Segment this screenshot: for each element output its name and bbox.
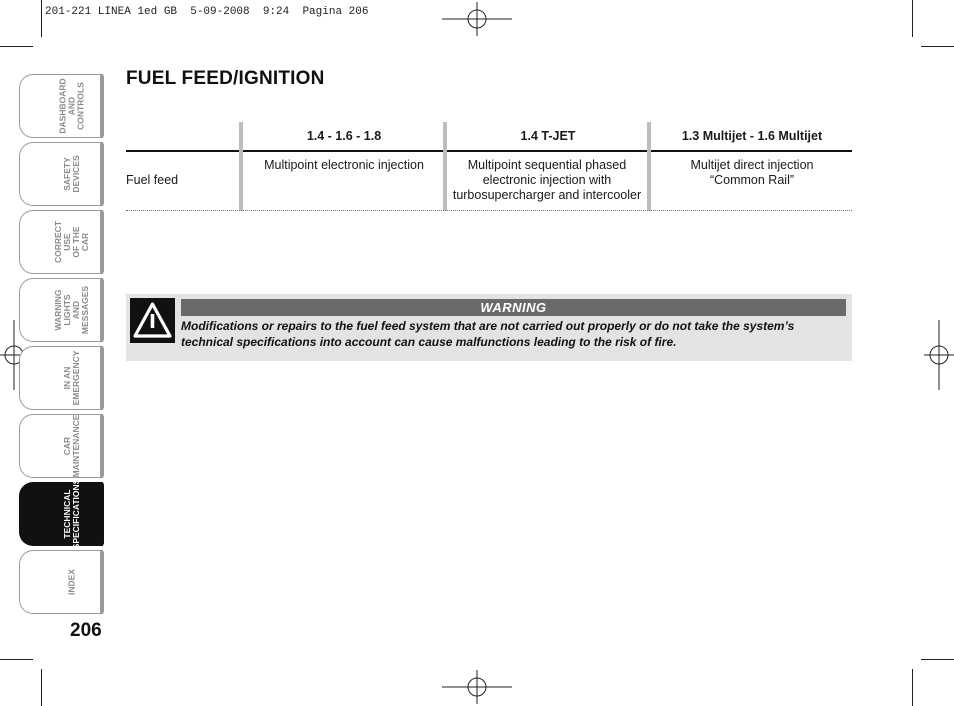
- crop-mark: [912, 669, 913, 706]
- tab-index[interactable]: [19, 550, 103, 614]
- tab-label: TECHNICAL SPECIFICATIONS: [62, 478, 81, 550]
- page-title: FUEL FEED/IGNITION: [126, 68, 325, 89]
- registration-mark-icon: [442, 670, 512, 704]
- table-header-rule: [126, 150, 852, 152]
- tab-dashboard-and-controls[interactable]: [19, 74, 103, 138]
- column-separator: [647, 122, 651, 211]
- table-header-empty: [126, 122, 240, 150]
- crop-mark: [0, 46, 33, 47]
- crop-mark: [41, 0, 42, 37]
- warning-text: Modifications or repairs to the fuel feed system that are not carried out properly or do not take the system’s technical specifications into account can cause malfunctions leading to the risk of fire.: [181, 319, 795, 349]
- tab-label: DASHBOARD AND CONTROLS: [57, 78, 86, 134]
- tab-in-an-emergency[interactable]: [19, 346, 103, 410]
- table-header-2: 1.4 T-JET: [520, 129, 576, 143]
- crop-mark: [921, 659, 954, 660]
- registration-mark-icon: [924, 320, 954, 390]
- warning-box: [126, 294, 852, 361]
- page-number: 206: [70, 620, 102, 641]
- table-row-label: Fuel feed: [126, 173, 179, 187]
- table-header-3: 1.3 Multijet - 1.6 Multijet: [681, 129, 823, 143]
- table-cell: Multipoint electronic injection: [264, 158, 424, 172]
- tab-correct-use-of-the-car[interactable]: [19, 210, 103, 274]
- spec-table: [126, 122, 852, 212]
- print-header: 201-221 LINEA 1ed GB 5-09-2008 9:24 Pagina 206: [45, 6, 369, 18]
- tab-safety-devices[interactable]: [19, 142, 103, 206]
- table-cell: Multipoint sequential phased electronic injection with turbosupercharger and intercooler: [452, 158, 642, 202]
- crop-mark: [912, 0, 913, 37]
- tab-label: CORRECT USE OF THE CAR: [53, 220, 90, 264]
- tab-label: INDEX: [66, 569, 77, 595]
- crop-mark: [0, 659, 33, 660]
- tab-car-maintenance[interactable]: [19, 414, 103, 478]
- table-header-1: 1.4 - 1.6 - 1.8: [306, 129, 382, 143]
- crop-mark: [921, 46, 954, 47]
- column-separator: [239, 122, 243, 211]
- tab-label: WARNING LIGHTS AND MESSAGES: [53, 285, 90, 335]
- tab-label: IN AN EMERGENCY: [62, 350, 81, 406]
- tab-technical-specifications[interactable]: [19, 478, 103, 550]
- tab-warning-lights-and-messages[interactable]: [19, 278, 103, 342]
- tab-label: CAR MAINTENANCE: [62, 414, 81, 478]
- registration-mark-icon: [442, 2, 512, 36]
- tab-label: SAFETY DEVICES: [62, 155, 81, 193]
- table-row-divider: [126, 210, 852, 211]
- crop-mark: [41, 669, 42, 706]
- table-cell: Multijet direct injection “Common Rail”: [690, 158, 814, 187]
- warning-triangle-icon: [130, 298, 175, 343]
- warning-heading: WARNING: [181, 299, 846, 316]
